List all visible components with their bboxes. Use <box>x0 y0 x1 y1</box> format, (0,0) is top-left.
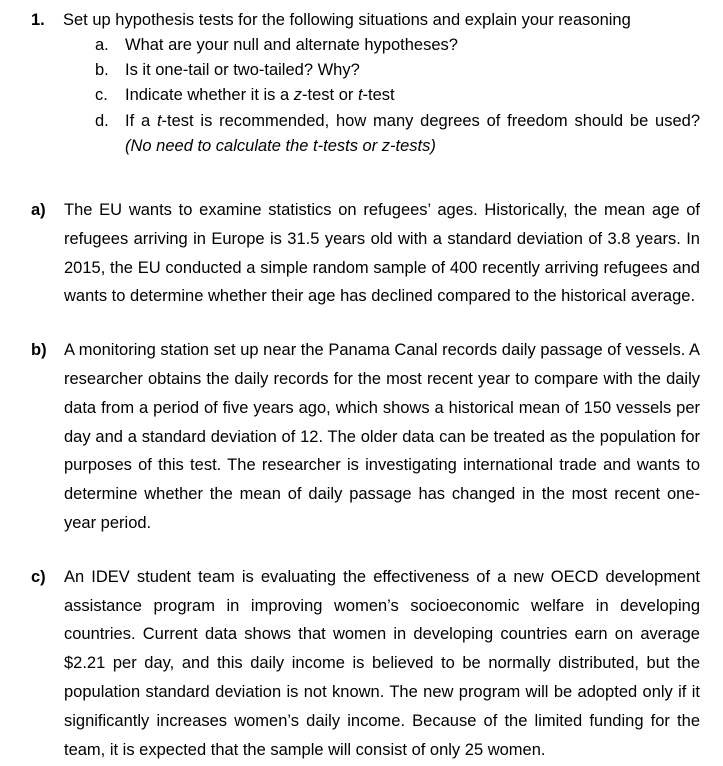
scenario-paragraph-c <box>0 563 723 765</box>
sub-item-c-marker: c. <box>95 86 108 105</box>
sub-item-b-marker: b. <box>95 61 109 80</box>
question-1-sub-list <box>0 33 723 159</box>
scenario-paragraph-b-text: A monitoring station set up near the Panama Canal records daily passage of vessels. A researcher obtains the daily records for the most recent year to compare with the daily data from a period of five years ago, which shows a historical mean of 150 vessels per day and a standard deviation of 12. The older data can be treated as the population for purposes of this test. The researcher is investigating international trade and wants to determine whether the mean of daily passage has changed in the most recent one-year period. <box>64 341 700 532</box>
sub-item-c-text-part-3: -test <box>362 86 395 105</box>
sub-item-c-text-part-1: Indicate whether it is a <box>125 86 294 105</box>
sub-item-b <box>0 58 723 83</box>
sub-item-d-italic-t: t <box>156 111 162 130</box>
sub-item-d-text-part-2: -test is recommended, how many degrees of freedom should be used? <box>161 111 700 130</box>
scenario-paragraph-b <box>0 336 723 538</box>
sub-item-d-text-part-1: If a <box>125 111 157 130</box>
scenario-paragraph-a <box>0 196 723 311</box>
question-1-stem: Set up hypothesis tests for the following situations and explain your reasoning <box>63 11 631 29</box>
sub-item-c <box>0 83 723 108</box>
scenario-paragraph-a-marker: a) <box>31 201 46 219</box>
scenario-paragraph-b-marker: b) <box>31 341 47 360</box>
scenario-paragraph-c-marker: c) <box>31 567 46 586</box>
scenario-paragraph-c-text: An IDEV student team is evaluating the effectiveness of a new OECD development assistance program in improving women’s socioeconomic welfare in developing countries. Current data shows that women in developing countries earn on average $2.21 per day, and this daily income is believed to be normally distributed, but the population standard deviation is not known. The new program will be adopted only if it significantly increases women’s daily income. Because of the limited funding for the team, it is expected that the sample will consist of only 25 women. <box>64 567 700 759</box>
sub-item-c-italic-z: z <box>293 86 303 105</box>
scenario-paragraph-list <box>0 196 723 766</box>
sub-item-c-text-part-2: -test or <box>302 86 358 105</box>
sub-item-c-italic-t: t <box>357 86 363 105</box>
sub-item-d <box>0 109 723 159</box>
sub-item-d-italic-note: (No need to calculate the t-tests or z-tests) <box>125 136 436 155</box>
sub-item-d-marker: d. <box>95 111 109 130</box>
question-1 <box>0 7 723 33</box>
scenario-paragraph-a-text: The EU wants to examine statistics on refugees’ ages. Historically, the mean age of refugees arriving in Europe is 31.5 years old with a standard deviation of 3.8 years. In 2015, the EU conducted a simple random sample of 400 recently arriving refugees and wants to determine whether their age has declined compared to the historical average. <box>64 201 700 306</box>
sub-item-c-text <box>125 83 700 108</box>
sub-item-b-text: Is it one-tail or two-tailed? Why? <box>125 61 360 80</box>
question-block <box>0 7 723 159</box>
sub-item-a <box>0 33 723 58</box>
sub-item-a-marker: a. <box>95 36 109 54</box>
sub-item-d-text <box>125 109 700 159</box>
question-1-marker: 1. <box>31 11 45 29</box>
sub-item-a-text: What are your null and alternate hypotheses? <box>125 36 458 54</box>
